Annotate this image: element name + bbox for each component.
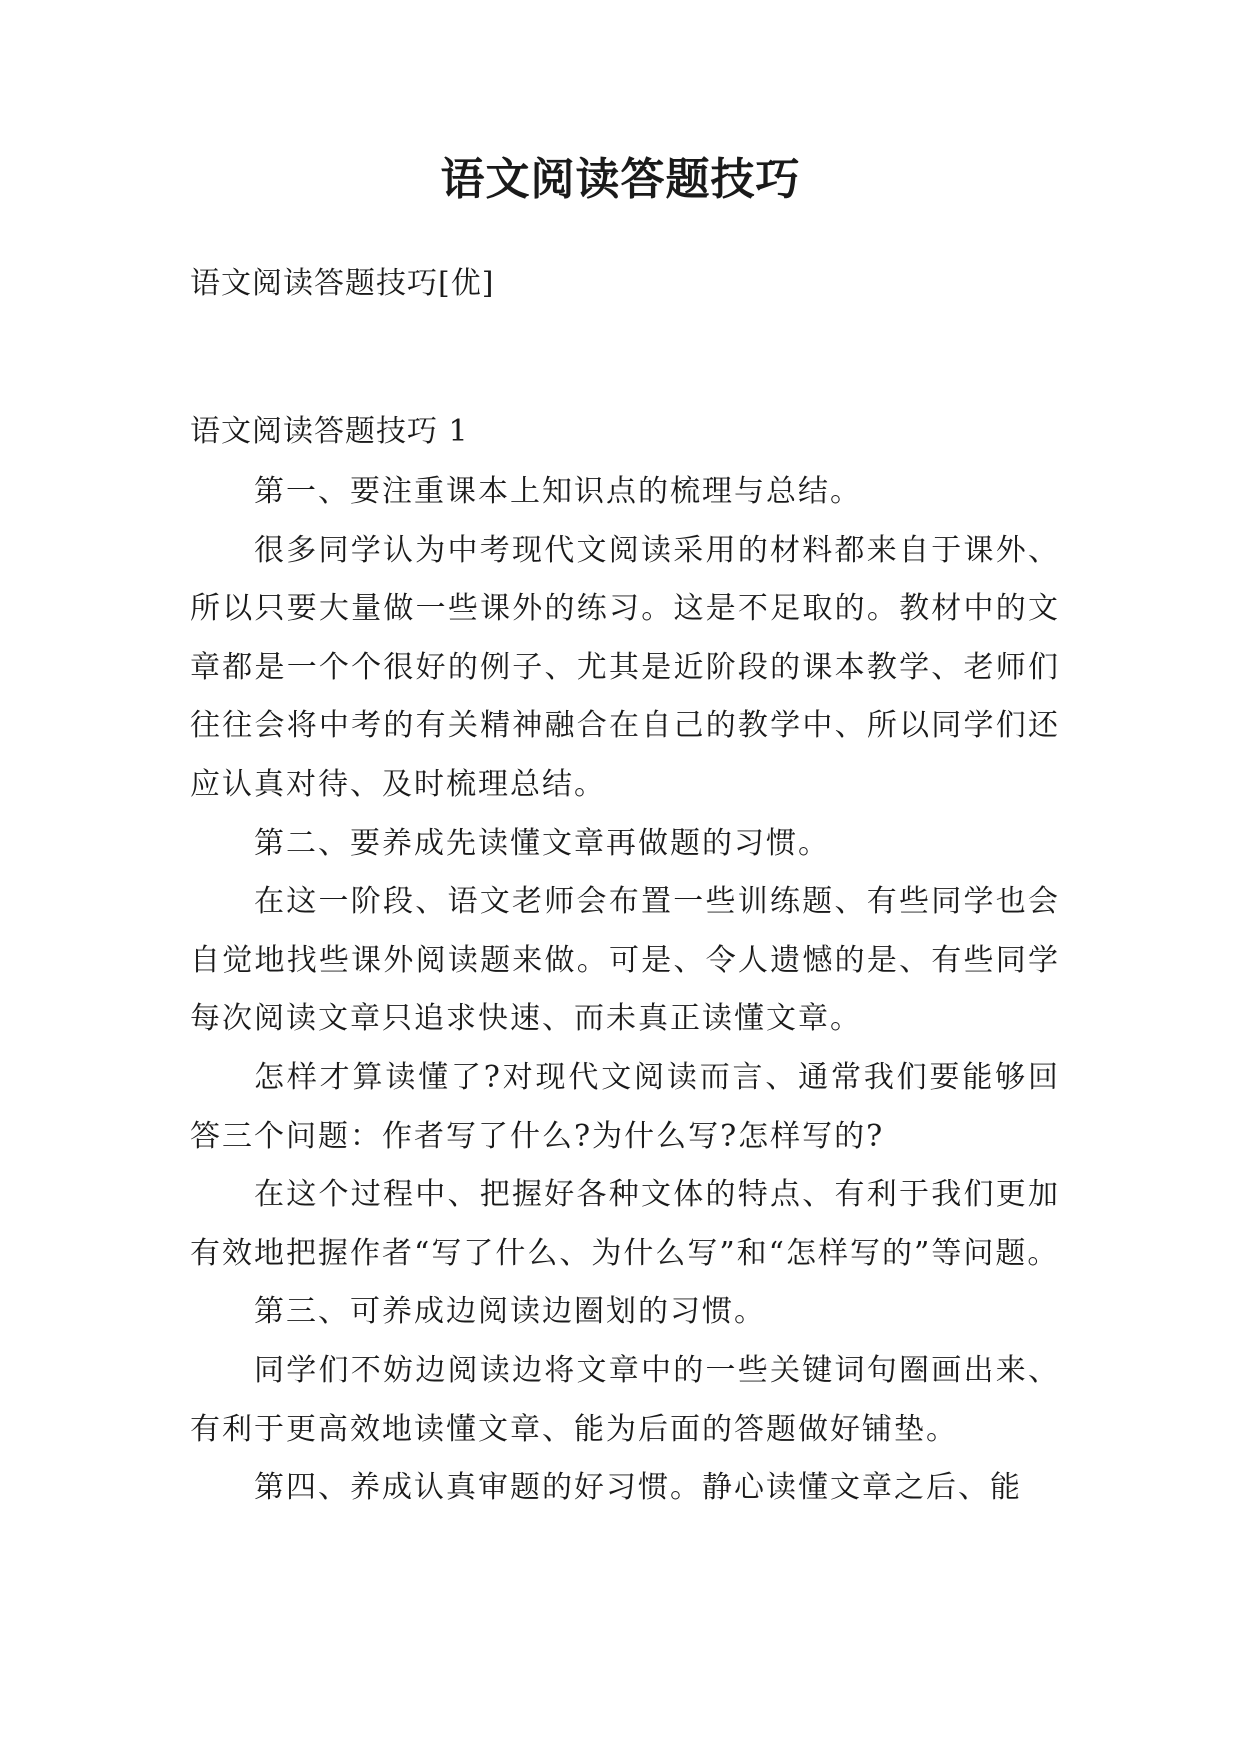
paragraph: 第三、可养成边阅读边圈划的习惯。	[254, 1294, 766, 1330]
paragraph: 怎样才算读懂了?对现代文阅读而言、通常我们要能够回答三个问题：作者写了什么?为什么写?怎样写的?	[190, 1059, 1060, 1154]
section-heading: 语文阅读答题技巧 1	[190, 414, 469, 449]
document-subtitle: 语文阅读答题技巧[优]	[190, 266, 495, 301]
paragraph: 同学们不妨边阅读边将文章中的一些关键词句圈画出来、有利于更高效地读懂文章、能为后面的答题做好铺垫。	[190, 1352, 1060, 1447]
paragraph: 很多同学认为中考现代文阅读采用的材料都来自于课外、所以只要大量做一些课外的练习。这是不足取的。教材中的文章都是一个个很好的例子、尤其是近阶段的课本教学、老师们往往会将中考的有关精神融合在自己的教学中、所以同学们还应认真对待、及时梳理总结。	[190, 532, 1060, 802]
paragraph: 第二、要养成先读懂文章再做题的习惯。	[254, 825, 830, 861]
document-title: 语文阅读答题技巧	[440, 154, 801, 205]
paragraph: 在这一阶段、语文老师会布置一些训练题、有些同学也会自觉地找些课外阅读题来做。可是、令人遗憾的是、有些同学每次阅读文章只追求快速、而未真正读懂文章。	[190, 884, 1060, 1037]
paragraph: 第一、要注重课本上知识点的梳理与总结。	[254, 474, 862, 509]
paragraph: 在这个过程中、把握好各种文体的特点、有利于我们更加有效地把握作者“写了什么、为什么写”和“怎样写的”等问题。	[190, 1177, 1060, 1271]
paragraph: 第四、养成认真审题的好习惯。静心读懂文章之后、能	[254, 1470, 1022, 1506]
body-text	[190, 463, 1060, 1518]
